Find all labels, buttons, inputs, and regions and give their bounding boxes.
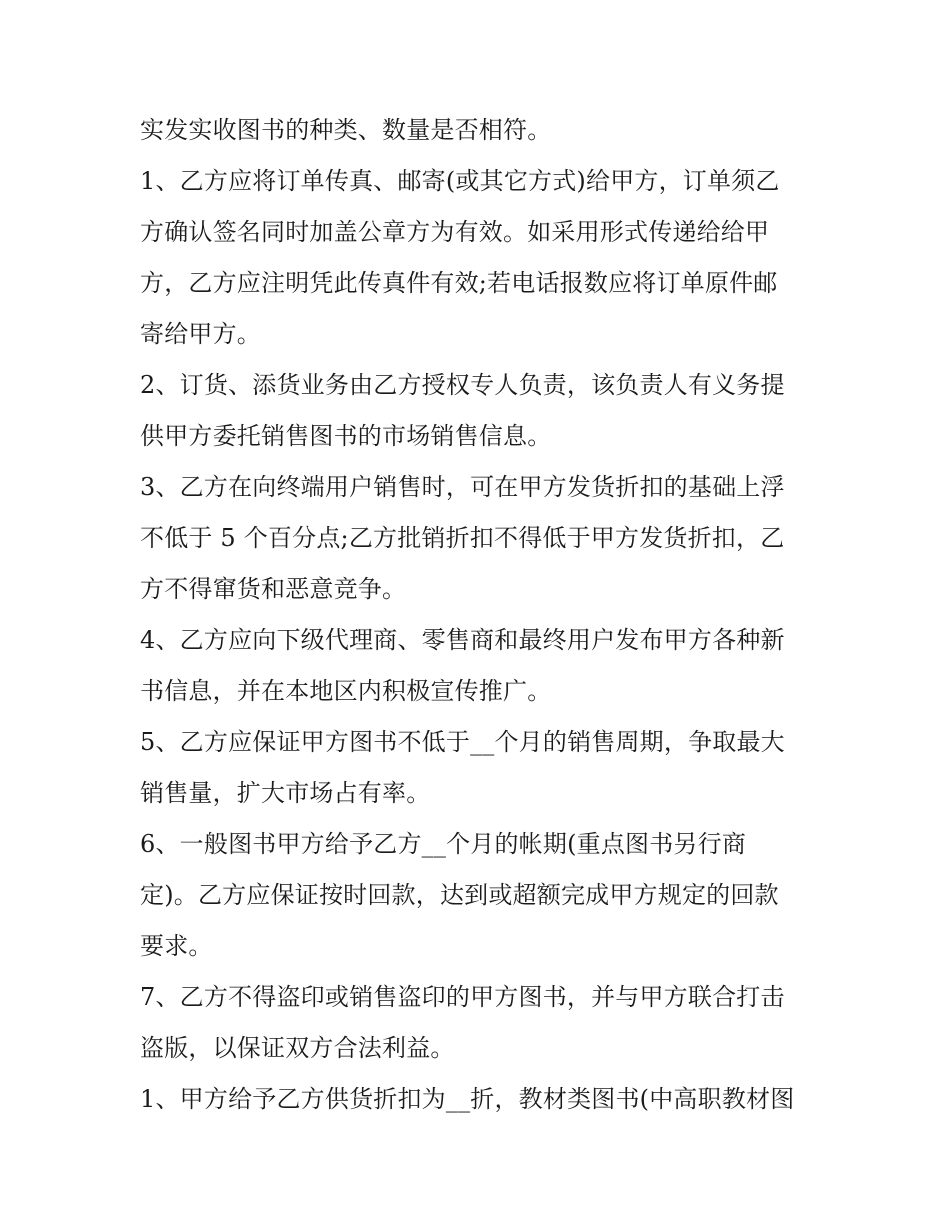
text-line-17: 要求。 <box>140 932 213 960</box>
text-line-3: 方确认签名同时加盖公章方为有效。如采用形式传递给给甲 <box>140 218 770 246</box>
text-line-11: 4、乙方应向下级代理商、零售商和最终用户发布甲方各种新 <box>140 626 785 654</box>
text-line-1: 实发实收图书的种类、数量是否相符。 <box>140 116 552 144</box>
text-line-7: 供甲方委托销售图书的市场销售信息。 <box>140 422 552 450</box>
text-line-2: 1、乙方应将订单传真、邮寄(或其它方式)给甲方，订单须乙 <box>140 167 780 195</box>
text-line-12: 书信息，并在本地区内积极宣传推广。 <box>140 677 552 705</box>
text-line-14: 销售量，扩大市场占有率。 <box>140 779 431 807</box>
text-line-6: 2、订货、添货业务由乙方授权专人负责，该负责人有义务提 <box>140 371 785 399</box>
text-line-15: 6、一般图书甲方给予乙方__个月的帐期(重点图书另行商 <box>140 830 747 858</box>
text-line-16: 定)。乙方应保证按时回款，达到或超额完成甲方规定的回款 <box>140 881 779 909</box>
text-line-5: 寄给甲方。 <box>140 320 261 348</box>
text-line-4: 方，乙方应注明凭此传真件有效;若电话报数应将订单原件邮 <box>140 269 778 297</box>
text-line-20: 1、甲方给予乙方供货折扣为__折，教材类图书(中高职教材图 <box>140 1085 795 1113</box>
text-line-18: 7、乙方不得盗印或销售盗印的甲方图书，并与甲方联合打击 <box>140 983 785 1011</box>
text-line-19: 盗版，以保证双方合法利益。 <box>140 1034 455 1062</box>
text-line-9: 不低于 5 个百分点;乙方批销折扣不得低于甲方发货折扣，乙 <box>140 524 785 552</box>
text-line-13: 5、乙方应保证甲方图书不低于__个月的销售周期，争取最大 <box>140 728 785 756</box>
text-line-10: 方不得窜货和恶意竞争。 <box>140 575 407 603</box>
text-line-8: 3、乙方在向终端用户销售时，可在甲方发货折扣的基础上浮 <box>140 473 785 501</box>
